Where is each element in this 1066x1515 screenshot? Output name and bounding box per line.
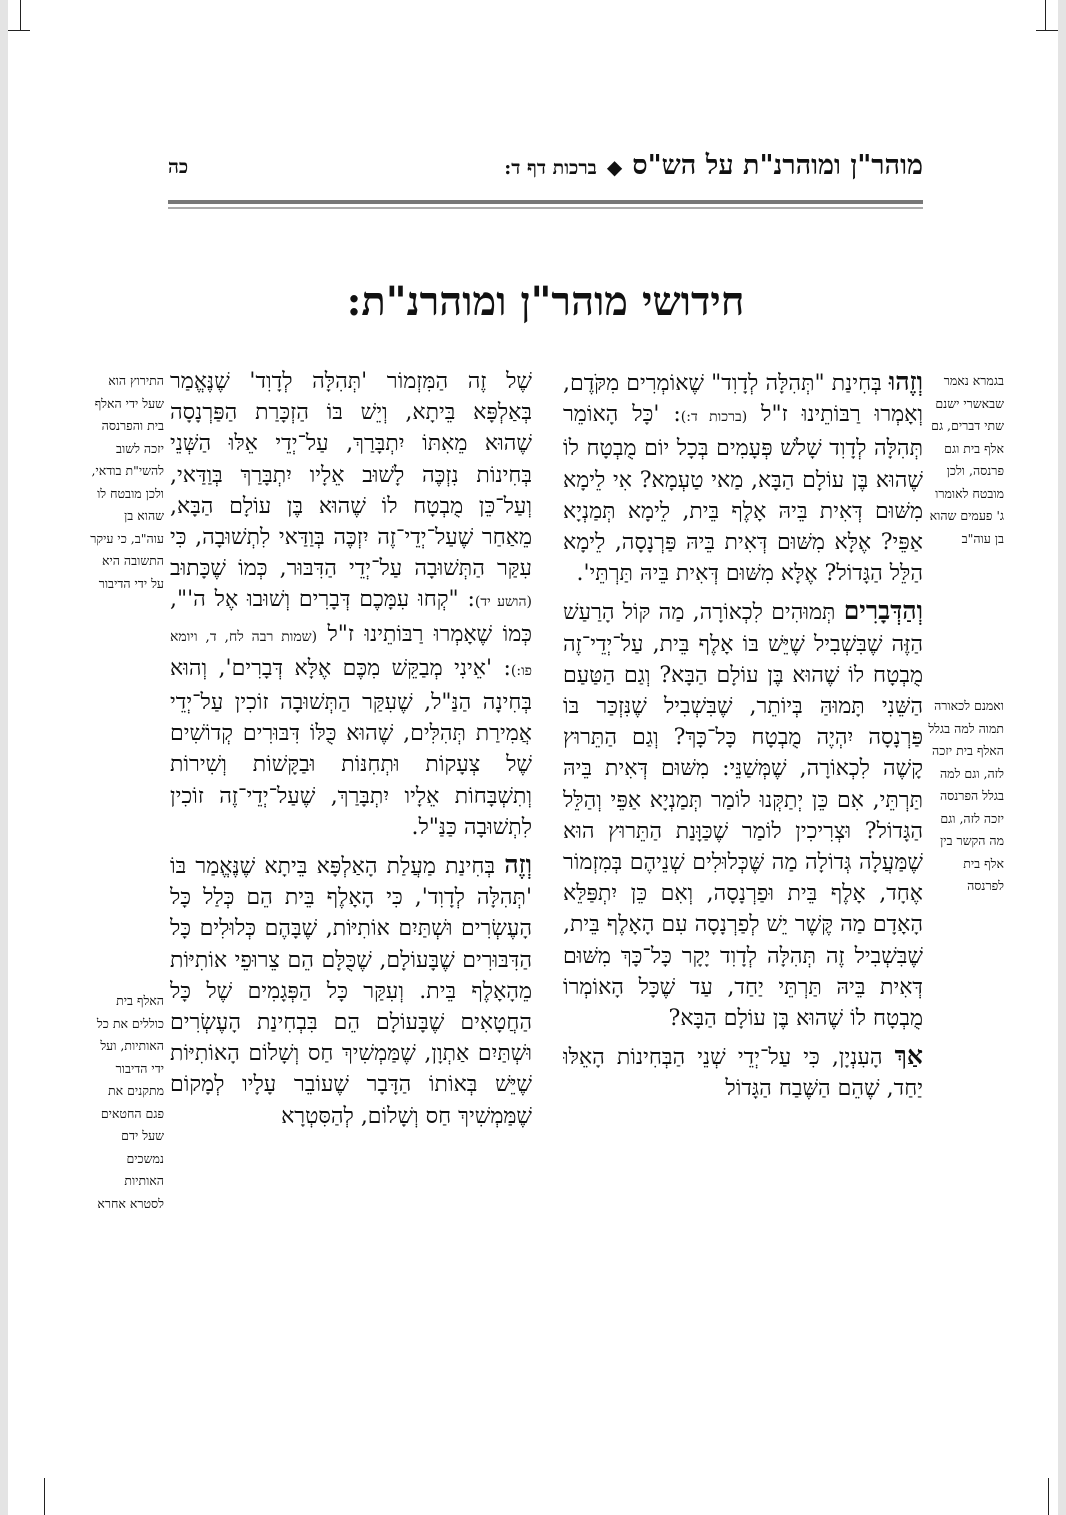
paragraph-text: שֶׁל זֶה הַמִּזְמוֹר 'תְּהִלָּה לְדָוִד' שֶׁנֶּאֱמַר בְּאַלְפָּא בֵּיתָא, וְיֵשׁ בּוֹ הַזְכָּרַת הַפַּרְנָסָה שֶׁהוּא מֵאִתּוֹ יִתְבָּרַךְ, עַל־יְדֵי אֵלּוּ הַשְּׁנֵי בְּחִינוֹת נִזְכֶּה לָשׁוּב אֵלָיו יִתְבָּרַךְ בְּוַדַּאי, וְעַל־כֵּן מֻבְטָח לוֹ שֶׁהוּא בֶּן עוֹלָם הַבָּא, מֵאַחַר שֶׁעַל־יְדֵי־זֶה יִזְכֶּה בְּוַדַּאי לִתְשׁוּבָה, כִּי עִקַּר הַתְּשׁוּבָה עַל־יְדֵי הַדִּבּוּר, כְּמוֹ שֶׁכָּתוּב [170, 369, 532, 582]
lead-word: וְזֶהוּ [888, 367, 923, 396]
source-citation: (ברכות ד:) [680, 409, 748, 426]
text-column-right [563, 366, 923, 1396]
header-rule-thick [168, 200, 923, 204]
margin-gloss-left-2: האלף בית כוללים את כל האותיות, ועל ידי הדיבור מתקנים את פגם החטאים שעל ידם נמשכים האותיות לסטרא אחרא [96, 993, 164, 1211]
header-rule-thin [168, 207, 923, 209]
lead-word: אַךְ [894, 1041, 923, 1071]
margin-gloss-right-2: ואמנם לכאורה תמוה למה בגלל האלף בית יזכה לזה, וגם למה בגלל הפרנסה יזכה לזה, וגם מה הקשר בין אלף בית לפרנסה [928, 698, 1004, 893]
paragraph-text: הָעִנְיָן, כִּי עַל־יְדֵי שְׁנֵי הַבְּחִינוֹת הָאֵלּוּ יַחַד, שֶׁהֵם הַשֶּׁבַח הַגָּדוֹל [563, 1045, 923, 1102]
paragraph-text: : 'כָּל הָאוֹמֵר תְּהִלָּה לְדָוִד שָׁלֹשׁ פְּעָמִים בְּכָל יוֹם מֻבְטָח לוֹ שֶׁהוּא בֶּן עוֹלָם הַבָּא, מַאי טַעְמָא? אִי לֵימָא מִשּׁוּם דְּאִית בֵּיהּ אָלֶף בֵּית, לֵימָא תְּמַנְיָא אַפֵּי? אֶלָּא מִשּׁוּם דְּאִית בֵּיהּ פַּרְנָסָה, לֵימָא הַלֵּל הַגָּדוֹל? אֶלָּא מִשּׁוּם דְּאִית בֵּיהּ תַּרְתֵּי'. [563, 402, 923, 587]
paragraph-text: תְּמוּהִים לִכְאוֹרָה, מַה קּוֹל הָרַעַשׁ הַזֶּה שֶׁבִּשְׁבִיל שֶׁיֵּשׁ בּוֹ אָלֶף בֵּית, עַל־יְדֵי־זֶה מֻבְטָח לוֹ שֶׁהוּא בֶּן עוֹלָם הַבָּא? וְגַם הַטַּעַם הַשֵּׁנִי תָּמוּהַּ בְּיוֹתֵר, שֶׁבִּשְׁבִיל שֶׁנִּזְכַּר בּוֹ פַּרְנָסָה יִהְיֶה מֻבְטָח כָּל־כָּךְ? וְגַם הַתֵּרוּץ קָשֶׁה לִכְאוֹרָה, שֶׁמְּשַׁנֵּי: מִשּׁוּם דְּאִית בֵּיהּ תַּרְתֵּי, אִם כֵּן יְתַקְּנוּ לוֹמַר תְּמַנְיָא אַפֵּי וְהַלֵּל הַגָּדוֹל? וּצְרִיכִין לוֹמַר שֶׁכַּוָּנַת הַתֵּרוּץ הוּא שֶׁמַּעֲלָה גְּדוֹלָה מַה שֶּׁכְּלוּלִים שְׁנֵיהֶם בְּמִזְמוֹר אֶחָד, אָלֶף בֵּית וּפַרְנָסָה, וְאִם כֵּן יִתְפַּלֵּא הָאָדָם מַה קֶּשֶׁר יֵשׁ לְפַרְנָסָה עִם הָאָלֶף בֵּית, שֶׁבִּשְׁבִיל זֶה תְּהִלָּה לְדָוִד יָקָר כָּל־כָּךְ מִשּׁוּם דְּאִית בֵּיהּ תַּרְתֵּי יַחַד, עַד שֶׁכָּל הָאוֹמְרוֹ מֻבְטָח לוֹ שֶׁהוּא בֶּן עוֹלָם הַבָּא? [563, 600, 923, 1032]
running-header [168, 150, 923, 194]
source-citation: (הושע יד) [474, 594, 532, 611]
page-number: כה [168, 156, 189, 178]
paragraph [563, 595, 923, 1034]
paragraph-text: בְּחִינַת "תְּהִלָּה לְדָוִד" שֶׁאוֹמְרִים מִקֹּדֶם, וְאָמְרוּ רַבּוֹתֵינוּ ז"ל [563, 371, 923, 428]
crop-mark-top-left-v [20, 0, 21, 30]
main-title: חידושי מוהר"ן ומוהרנ"ת: [346, 278, 745, 325]
crop-mark-left-h [8, 30, 30, 31]
lead-word: וְהַדְּבָרִים [843, 596, 923, 626]
paragraph-text: בְּחִינַת מַעֲלַת הָאַלְפָּא בֵּיתָא שֶׁנֶּאֱמַר בּוֹ 'תְּהִלָּה לְדָוִד', כִּי הָאָלֶף בֵּית הֵם כְּלַל כָּל הָעֶשְׂרִים וּשְׁתַּיִם אוֹתִיּוֹת, שֶׁבָּהֶם כְּלוּלִים כָּל הַדִּבּוּרִים שֶׁבָּעוֹלָם, שֶׁכֻּלָּם הֵם צֵרוּפֵי אוֹתִיּוֹת מֵהָאָלֶף בֵּית. וְעִקַּר כָּל הַפְּגָמִים שֶׁל כָּל הַחֲטָאִים שֶׁבָּעוֹלָם הֵם בִּבְחִינַת הָעֶשְׂרִים וּשְׁתַּיִם אַתְוָן, שֶׁמַּמְשִׁיךְ חַס וְשָׁלוֹם הָאוֹתִיּוֹת שֶׁיֵּשׁ בְּאוֹתוֹ הַדָּבָר שֶׁעוֹבֵר עָלָיו לְמָקוֹם שֶׁמַּמְשִׁיךְ חַס וְשָׁלוֹם, לְהַסִּטְרָא [170, 854, 532, 1129]
header-book-title: מוהר"ן ומוהרנ"ת על הש"ס [632, 150, 923, 181]
paragraph [170, 366, 532, 843]
margin-gloss-right-1: בגמרא נאמר שבאשרי ישנם שתי דברים, גם אלף בית וגם פרנסה, ולכן מובטח לאומרו ג' פעמים שהוא בן עוה"ב [929, 373, 1004, 546]
paragraph [170, 849, 532, 1132]
paragraph [563, 366, 923, 589]
diamond-separator-icon: ◆ [606, 155, 623, 179]
source-citation: (שמות רבה לח, ד, ויומא פו:) [170, 628, 532, 679]
crop-mark-bottom-right-v [1048, 1478, 1049, 1515]
margin-gloss-left-1: התירוץ הוא שעל ידי האלף בית והפרנסה יזכה לשוב להשי"ת בודאי, ולכן מובטח לו שהוא בן עוה"ב, כי עיקר התשובה היא על ידי הדיבור [90, 373, 164, 591]
paragraph-text: : 'אֵינִי מְבַקֵּשׁ מִכֶּם אֶלָּא דְּבָרִים', וְהוּא בְּחִינָה הַנַּ"ל, שֶׁעִקַּר הַתְּשׁוּבָה זוֹכִין עַל־יְדֵי אֲמִירַת תְּהִלִּים, שֶׁהוּא כֻּלּוֹ דִּבּוּרִים קְדוֹשִׁים שֶׁל צְעָקוֹת וּתְחִנּוֹת וּבַקָּשׁוֹת וְשִׁירוֹת וְתִשְׁבָּחוֹת אֵלָיו יִתְבָּרַךְ, שֶׁעַל־יְדֵי־זֶה זוֹכִין לִתְשׁוּבָה כַּנַּ"ל. [170, 655, 532, 840]
text-column-left [170, 366, 532, 1396]
crop-mark-top-right-v [1045, 0, 1046, 30]
crop-mark-right-h [1036, 30, 1058, 31]
lead-word: וְזֶה [504, 850, 532, 880]
page [8, 0, 1058, 1515]
paragraph [563, 1040, 923, 1104]
header-run [504, 150, 923, 181]
crop-mark-bottom-left-v [44, 1478, 45, 1515]
paragraph-text: : "קְחוּ עִמָּכֶם דְּבָרִים וְשׁוּבוּ אֶל ה'", כְּמוֹ שֶׁאָמְרוּ רַבּוֹתֵינוּ ז"ל [170, 587, 532, 647]
header-section: ברכות דף ד: [504, 157, 597, 179]
